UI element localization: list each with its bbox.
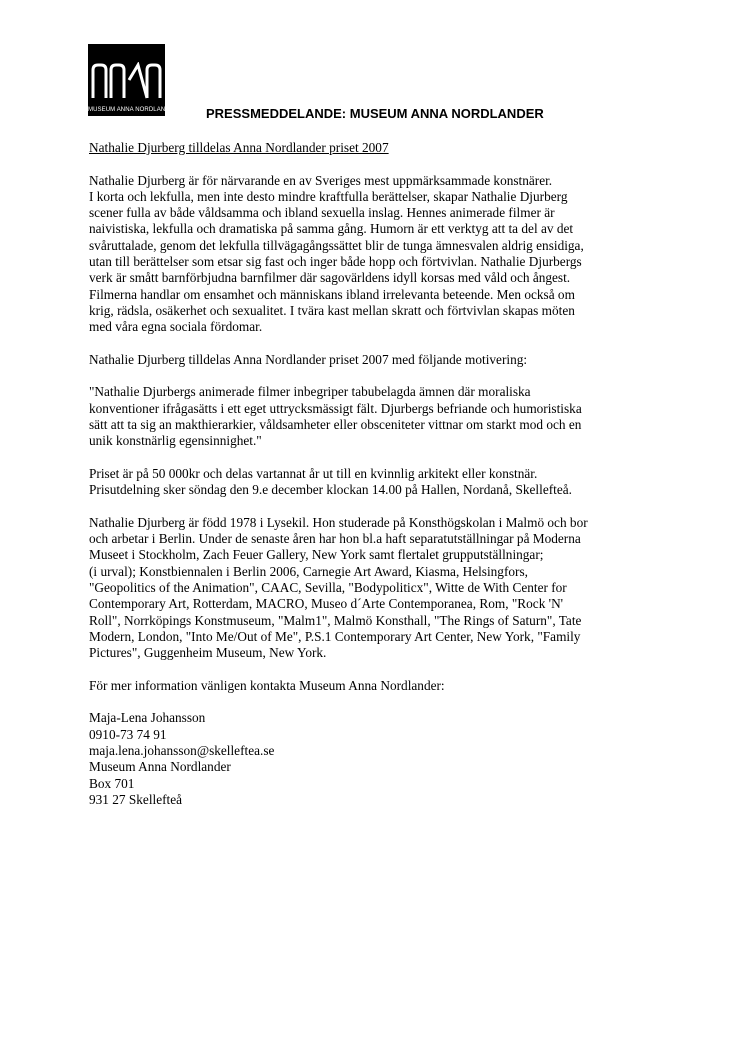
- headline-paragraph: [89, 140, 669, 156]
- intro-line: verk är smått barnförbjudna barnfilmer där sagovärldens idyll korsas med våld och ångest.: [89, 270, 571, 286]
- prize-line: Priset är på 50 000kr och delas vartannat år ut till en kvinnlig arkitekt eller konstnär.: [89, 465, 538, 481]
- press-release-body: [89, 140, 669, 824]
- bio-paragraph: [89, 515, 669, 662]
- contact-box: Box 701: [89, 775, 135, 791]
- bio-line: "Geopolitics of the Animation", CAAC, Sevilla, "Bodypoliticx", Witte de With Center for: [89, 580, 567, 596]
- intro-line: med våra egna sociala fördomar.: [89, 319, 263, 335]
- prize-line: Prisutdelning sker söndag den 9.e december klockan 14.00 på Hallen, Nordanå, Skellefteå.: [89, 482, 572, 498]
- motivation-line: sätt att ta sig an makthierarkier, våldsamheter eller obsceniteter vittnar om starkt mod och en: [89, 417, 582, 433]
- bio-line: Pictures", Guggenheim Museum, New York.: [89, 645, 327, 661]
- bio-line: och arbetar i Berlin. Under de senaste åren har hon bl.a haft separatutställningar på Moderna: [89, 531, 581, 547]
- prize-paragraph: [89, 466, 669, 499]
- award-paragraph: [89, 352, 669, 368]
- logo-text: MUSEUM ANNA NORDLANDER: [88, 107, 179, 113]
- bio-line: Contemporary Art, Rotterdam, MACRO, Museo d´Arte Contemporanea, Rom, "Rock 'N': [89, 596, 564, 612]
- intro-line: scener fulla av både våldsamma och ibland sexuella inslag. Hennes animerade filmer är: [89, 205, 555, 221]
- info-line: För mer information vänligen kontakta Museum Anna Nordlander:: [89, 677, 445, 693]
- motivation-line: konventioner ifrågasätts i ett eget uttrycksmässigt fält. Djurbergs befriande och humoristiska: [89, 400, 582, 416]
- intro-line: svåruttalade, genom det lekfulla tillvägagångssättet blir de tunga ämnesvalen aldrig ensidiga,: [89, 237, 584, 253]
- intro-line: krig, rädsla, osäkerhet och sexualitet. I tvära kast mellan skratt och förtvivlan skapas möten: [89, 302, 575, 318]
- contact-email-link[interactable]: maja.lena.johansson@skelleftea.se: [89, 742, 275, 758]
- intro-line: Nathalie Djurberg är för närvarande en av Sveriges mest uppmärksammade konstnärer.: [89, 172, 553, 188]
- bio-line: Roll", Norrköpings Konstmuseum, "Malm1", Malmö Konsthall, "The Rings of Saturn", Tate: [89, 612, 582, 628]
- contact-phone[interactable]: 0910-73 74 91: [89, 726, 167, 742]
- logo-mark-icon: [90, 62, 163, 100]
- motivation-quote: [89, 384, 669, 449]
- contact-name: Maja-Lena Johansson: [89, 710, 206, 726]
- bio-line: Modern, London, "Into Me/Out of Me", P.S.1 Contemporary Art Center, New York, "Family: [89, 628, 581, 644]
- museum-logo: [88, 44, 179, 116]
- bio-line: (i urval); Konstbiennalen i Berlin 2006, Carnegie Art Award, Kiasma, Helsingfors,: [89, 563, 528, 579]
- page-title: PRESSMEDDELANDE: MUSEUM ANNA NORDLANDER: [206, 106, 544, 121]
- contact-block: [89, 710, 669, 808]
- motivation-line: unik konstnärlig egensinnighet.": [89, 433, 262, 449]
- intro-paragraph: [89, 173, 669, 336]
- contact-email[interactable]: [89, 743, 669, 759]
- motivation-line: "Nathalie Djurbergs animerade filmer inbegriper tabubelagda ämnen där moraliska: [89, 384, 531, 400]
- contact-city: 931 27 Skellefteå: [89, 791, 183, 807]
- bio-line: Nathalie Djurberg är född 1978 i Lysekil. Hon studerade på Konsthögskolan i Malmö och bor: [89, 514, 588, 530]
- info-paragraph: [89, 678, 669, 694]
- intro-line: naivistiska, lekfulla och dramatiska på samma gång. Humorn är ett verktyg att ta del av det: [89, 221, 574, 237]
- headline: Nathalie Djurberg tilldelas Anna Nordlander priset 2007: [89, 140, 389, 155]
- intro-line: Filmerna handlar om ensamhet och människans ibland irrelevanta beteende. Men också om: [89, 286, 575, 302]
- contact-organization: Museum Anna Nordlander: [89, 759, 231, 775]
- bio-line: Museet i Stockholm, Zach Feuer Gallery, New York samt flertalet grupputställningar;: [89, 547, 544, 563]
- intro-line: utan till berättelser som etsar sig fast och inger både hopp och förtvivlan. Nathalie Djurbergs: [89, 254, 582, 270]
- intro-line: I korta och lekfulla, men inte desto mindre kraftfulla berättelser, skapar Nathalie Djurberg: [89, 188, 568, 204]
- award-line: Nathalie Djurberg tilldelas Anna Nordlander priset 2007 med följande motivering:: [89, 351, 528, 367]
